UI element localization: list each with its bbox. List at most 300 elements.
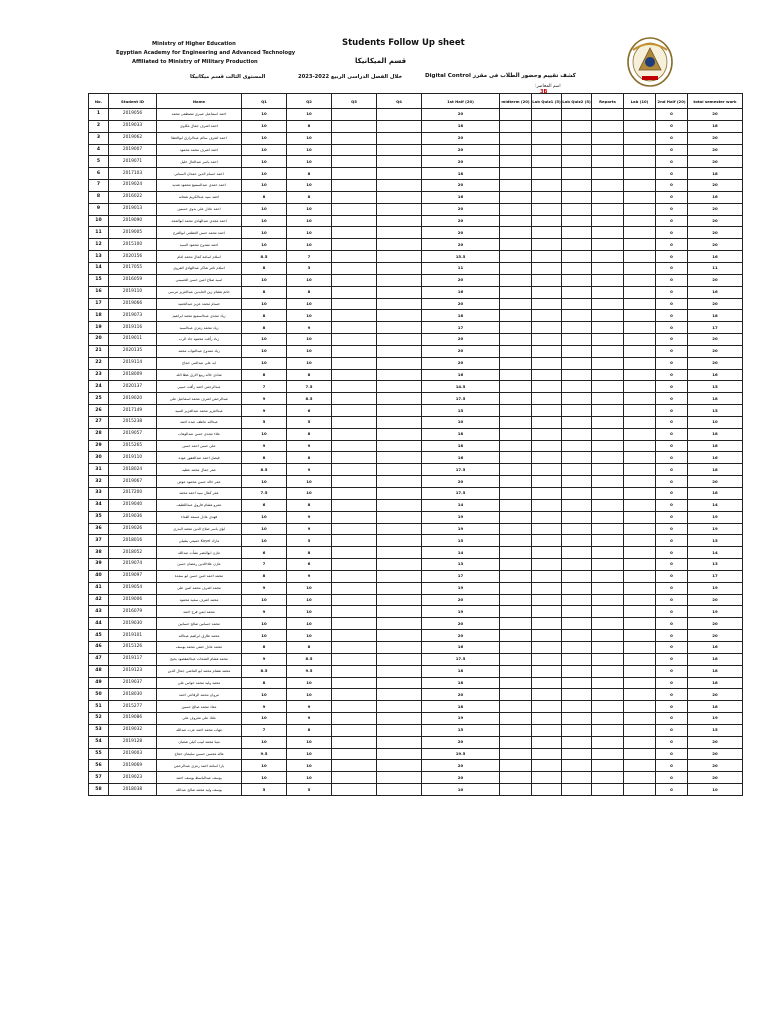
table-cell <box>562 594 592 606</box>
column-header: Q1 <box>242 94 287 109</box>
table-cell <box>332 582 377 594</box>
table-cell: 11 <box>688 262 743 274</box>
table-cell <box>500 191 532 203</box>
table-cell: 8 <box>242 191 287 203</box>
table-cell: 2019056 <box>109 109 157 121</box>
table-cell: 10 <box>242 428 287 440</box>
table-cell: 20 <box>688 227 743 239</box>
table-cell <box>500 440 532 452</box>
table-cell <box>592 582 624 594</box>
table-cell: 8 <box>242 677 287 689</box>
table-cell: 2020156 <box>109 251 157 263</box>
table-cell: 0 <box>656 689 688 701</box>
table-cell <box>332 677 377 689</box>
table-cell <box>592 215 624 227</box>
table-row <box>89 381 743 393</box>
table-cell: 3 <box>287 262 332 274</box>
table-row <box>89 559 743 571</box>
table-cell <box>332 547 377 559</box>
table-cell <box>532 488 562 500</box>
table-row <box>89 156 743 168</box>
table-cell <box>592 452 624 464</box>
table-cell <box>377 606 422 618</box>
table-cell <box>532 239 562 251</box>
table-cell: 8 <box>242 452 287 464</box>
table-cell <box>377 109 422 121</box>
table-cell <box>532 215 562 227</box>
table-cell <box>624 109 656 121</box>
table-row <box>89 594 743 606</box>
table-cell: 19 <box>422 582 500 594</box>
table-cell: هاله محسن حسين سليمان حجاج <box>157 748 242 760</box>
table-cell <box>624 203 656 215</box>
table-cell: 18 <box>422 310 500 322</box>
table-row <box>89 191 743 203</box>
table-cell <box>532 334 562 346</box>
table-cell <box>332 393 377 405</box>
table-cell: 20 <box>688 156 743 168</box>
table-cell <box>377 535 422 547</box>
table-cell <box>532 345 562 357</box>
table-row <box>89 547 743 559</box>
table-cell: 18 <box>688 440 743 452</box>
table-cell: 3 <box>89 132 109 144</box>
column-header: total semester work <box>688 94 743 109</box>
table-cell: اسلام اسامة كمال محمد امام <box>157 251 242 263</box>
table-cell: 17 <box>422 322 500 334</box>
table-cell <box>592 168 624 180</box>
table-cell: 18 <box>688 677 743 689</box>
table-cell: 18 <box>688 488 743 500</box>
table-cell: 15 <box>422 405 500 417</box>
table-cell <box>332 476 377 488</box>
table-cell: 18 <box>688 120 743 132</box>
table-cell: 2019007 <box>109 144 157 156</box>
table-cell: 8 <box>242 262 287 274</box>
table-cell: محمد احمد امين حسن ابو سعدة <box>157 570 242 582</box>
table-cell: 48 <box>89 665 109 677</box>
table-cell <box>532 784 562 796</box>
table-cell <box>624 168 656 180</box>
table-cell <box>377 677 422 689</box>
table-cell <box>332 452 377 464</box>
table-cell: 5 <box>89 156 109 168</box>
table-cell: 0 <box>656 298 688 310</box>
table-cell: 0 <box>656 156 688 168</box>
table-cell <box>532 132 562 144</box>
table-cell <box>562 677 592 689</box>
table-cell <box>562 440 592 452</box>
table-cell: 46 <box>89 641 109 653</box>
table-cell <box>532 547 562 559</box>
table-cell <box>624 724 656 736</box>
table-cell: 0 <box>656 203 688 215</box>
table-cell <box>624 274 656 286</box>
table-cell: 7 <box>242 724 287 736</box>
table-cell: 2019037 <box>109 677 157 689</box>
table-cell <box>377 120 422 132</box>
table-cell <box>532 559 562 571</box>
table-cell: فهدي عادل مسعد الفداء <box>157 511 242 523</box>
table-cell <box>592 156 624 168</box>
table-cell: 18 <box>422 701 500 713</box>
table-cell <box>592 203 624 215</box>
table-cell <box>500 132 532 144</box>
table-cell: 0 <box>656 393 688 405</box>
table-cell <box>562 274 592 286</box>
table-cell: 5 <box>287 784 332 796</box>
table-cell <box>592 405 624 417</box>
table-cell <box>532 298 562 310</box>
table-cell: 5 <box>287 416 332 428</box>
table-cell <box>562 582 592 594</box>
table-cell <box>562 713 592 725</box>
table-cell: 8.5 <box>242 464 287 476</box>
table-cell: 10 <box>242 120 287 132</box>
table-cell <box>592 322 624 334</box>
table-cell: 55 <box>89 748 109 760</box>
table-cell <box>532 203 562 215</box>
table-cell <box>532 618 562 630</box>
table-cell <box>592 547 624 559</box>
table-cell: يوسف عبدالباسط يوسف احمد <box>157 772 242 784</box>
table-cell <box>500 748 532 760</box>
table-cell <box>500 701 532 713</box>
table-row <box>89 428 743 440</box>
table-row <box>89 606 743 618</box>
table-cell: 0 <box>656 180 688 192</box>
table-cell: 1 <box>89 109 109 121</box>
table-cell <box>562 736 592 748</box>
table-cell <box>624 251 656 263</box>
table-cell <box>377 511 422 523</box>
table-cell: 0 <box>656 570 688 582</box>
table-row <box>89 180 743 192</box>
table-cell <box>592 701 624 713</box>
table-cell: 2018016 <box>109 535 157 547</box>
table-cell <box>624 653 656 665</box>
table-cell <box>500 109 532 121</box>
table-cell <box>532 523 562 535</box>
table-cell: 10 <box>287 239 332 251</box>
table-cell: 0 <box>656 736 688 748</box>
table-cell <box>332 559 377 571</box>
table-cell <box>532 144 562 156</box>
table-cell: 19 <box>422 523 500 535</box>
table-cell <box>500 428 532 440</box>
table-cell: 8.5 <box>242 665 287 677</box>
table-cell <box>624 405 656 417</box>
table-cell <box>532 499 562 511</box>
table-cell <box>562 428 592 440</box>
table-cell: 0 <box>656 286 688 298</box>
table-cell: 10 <box>242 215 287 227</box>
table-cell <box>532 606 562 618</box>
table-cell: 20 <box>688 109 743 121</box>
table-cell: 10 <box>242 156 287 168</box>
table-cell: 2018038 <box>109 784 157 796</box>
table-cell <box>624 345 656 357</box>
table-cell: عمرو هشام فاروق عبداللطيف <box>157 499 242 511</box>
table-row <box>89 274 743 286</box>
table-cell <box>332 724 377 736</box>
table-row <box>89 488 743 500</box>
table-cell <box>500 488 532 500</box>
table-cell <box>377 689 422 701</box>
table-cell: 9 <box>89 203 109 215</box>
table-cell <box>592 724 624 736</box>
table-cell <box>562 310 592 322</box>
table-cell <box>377 440 422 452</box>
table-cell <box>624 665 656 677</box>
table-cell <box>377 381 422 393</box>
table-cell <box>332 381 377 393</box>
table-cell <box>624 641 656 653</box>
table-cell: 2019074 <box>109 559 157 571</box>
table-cell <box>332 713 377 725</box>
table-row <box>89 452 743 464</box>
table-cell: 9 <box>242 653 287 665</box>
table-cell <box>592 665 624 677</box>
table-header-row <box>89 94 743 109</box>
table-cell <box>624 310 656 322</box>
table-cell: 15 <box>422 724 500 736</box>
table-cell: 10 <box>242 168 287 180</box>
table-cell <box>377 630 422 642</box>
table-cell <box>377 239 422 251</box>
table-cell: 9 <box>242 440 287 452</box>
table-cell <box>592 606 624 618</box>
table-cell <box>624 606 656 618</box>
table-cell <box>562 784 592 796</box>
table-cell: 2015277 <box>109 701 157 713</box>
table-cell: 0 <box>656 274 688 286</box>
table-cell <box>532 262 562 274</box>
table-cell: 10 <box>287 594 332 606</box>
table-cell: 49 <box>89 677 109 689</box>
table-row <box>89 120 743 132</box>
table-cell <box>332 180 377 192</box>
table-cell: 9 <box>287 570 332 582</box>
table-cell <box>500 641 532 653</box>
table-cell <box>562 168 592 180</box>
table-cell <box>562 559 592 571</box>
table-cell: 10 <box>287 132 332 144</box>
table-cell <box>624 523 656 535</box>
table-row <box>89 653 743 665</box>
table-cell <box>500 322 532 334</box>
table-cell <box>562 334 592 346</box>
table-cell <box>562 262 592 274</box>
table-cell: 17.5 <box>422 653 500 665</box>
table-cell: 2017103 <box>109 168 157 180</box>
table-cell <box>332 428 377 440</box>
department-name: قسم الميكانيكا <box>355 57 407 65</box>
table-cell <box>592 488 624 500</box>
table-cell: 10 <box>242 203 287 215</box>
table-cell <box>562 109 592 121</box>
table-cell: 2018030 <box>109 689 157 701</box>
table-cell <box>500 677 532 689</box>
table-row <box>89 298 743 310</box>
table-cell <box>332 191 377 203</box>
table-cell: 6 <box>242 547 287 559</box>
table-cell: 10 <box>89 215 109 227</box>
table-cell: 0 <box>656 191 688 203</box>
table-row <box>89 251 743 263</box>
table-cell: 0 <box>656 132 688 144</box>
table-cell <box>332 334 377 346</box>
table-cell: 18 <box>688 464 743 476</box>
table-cell: 20 <box>422 203 500 215</box>
table-cell: 10 <box>287 109 332 121</box>
institution-line-3: Affiliated to Ministry of Military Production <box>132 59 258 65</box>
table-cell <box>500 227 532 239</box>
table-cell: 10 <box>287 582 332 594</box>
table-row <box>89 369 743 381</box>
table-cell: 20 <box>422 618 500 630</box>
table-cell: 18 <box>422 440 500 452</box>
table-cell: 2018052 <box>109 547 157 559</box>
table-cell: 27 <box>89 416 109 428</box>
table-cell: 10 <box>287 618 332 630</box>
table-cell: 17.5 <box>422 393 500 405</box>
table-row <box>89 784 743 796</box>
table-cell: 8 <box>287 547 332 559</box>
table-cell <box>624 618 656 630</box>
table-cell <box>532 641 562 653</box>
table-cell <box>592 180 624 192</box>
table-cell <box>532 322 562 334</box>
table-cell <box>624 132 656 144</box>
table-cell: 39 <box>89 559 109 571</box>
table-cell: 20 <box>688 760 743 772</box>
table-cell: مينا محمد لبيب كيلي شعبان <box>157 736 242 748</box>
table-cell: 0 <box>656 701 688 713</box>
table-cell: حسام محمد عزيز عبدالحميد <box>157 298 242 310</box>
table-cell <box>624 476 656 488</box>
table-cell <box>500 499 532 511</box>
table-cell: 8.5 <box>242 251 287 263</box>
table-cell <box>377 582 422 594</box>
table-cell: 20 <box>688 334 743 346</box>
table-cell <box>532 677 562 689</box>
table-cell: 9 <box>287 464 332 476</box>
table-cell: 16 <box>89 286 109 298</box>
table-cell <box>500 416 532 428</box>
table-cell <box>624 748 656 760</box>
table-cell: 2019036 <box>109 511 157 523</box>
table-cell <box>332 251 377 263</box>
table-cell <box>562 523 592 535</box>
table-cell: 19 <box>422 511 500 523</box>
table-cell <box>500 559 532 571</box>
table-cell: 10 <box>287 274 332 286</box>
table-cell: 18 <box>422 677 500 689</box>
table-cell: 2018024 <box>109 464 157 476</box>
table-cell <box>500 274 532 286</box>
table-cell <box>532 156 562 168</box>
table-cell: 10 <box>242 109 287 121</box>
table-cell: 0 <box>656 120 688 132</box>
table-cell: 2019054 <box>109 582 157 594</box>
table-cell <box>532 357 562 369</box>
table-row <box>89 464 743 476</box>
table-cell: 0 <box>656 760 688 772</box>
table-cell: 16 <box>688 369 743 381</box>
table-cell <box>592 416 624 428</box>
table-cell: 0 <box>656 215 688 227</box>
table-cell <box>562 132 592 144</box>
column-header: Q4 <box>377 94 422 109</box>
table-row <box>89 109 743 121</box>
table-cell <box>532 582 562 594</box>
table-cell <box>532 653 562 665</box>
table-cell: 17.5 <box>422 488 500 500</box>
table-cell: 14 <box>688 499 743 511</box>
table-cell: محمد حسانين صالح حسانين <box>157 618 242 630</box>
table-cell <box>624 594 656 606</box>
table-cell: 10 <box>688 784 743 796</box>
table-cell <box>532 736 562 748</box>
table-cell: 0 <box>656 239 688 251</box>
table-cell: 18 <box>422 168 500 180</box>
table-cell <box>562 227 592 239</box>
table-cell: 16 <box>688 251 743 263</box>
table-cell <box>624 582 656 594</box>
table-cell <box>377 724 422 736</box>
table-cell <box>624 547 656 559</box>
table-cell: 0 <box>656 665 688 677</box>
table-cell <box>532 724 562 736</box>
table-cell: 8 <box>242 310 287 322</box>
table-cell <box>332 322 377 334</box>
table-cell <box>592 334 624 346</box>
table-body <box>89 109 743 796</box>
table-cell: 2017149 <box>109 405 157 417</box>
table-cell <box>377 464 422 476</box>
table-row <box>89 582 743 594</box>
table-cell: 0 <box>656 641 688 653</box>
table-cell <box>532 191 562 203</box>
table-row <box>89 227 743 239</box>
table-cell <box>332 641 377 653</box>
column-header: midterm (20) <box>500 94 532 109</box>
table-cell: 10 <box>287 476 332 488</box>
table-cell: 10 <box>242 357 287 369</box>
table-cell <box>532 476 562 488</box>
table-cell: احمد اسماعيل صبري مصطفى محمد <box>157 109 242 121</box>
table-cell: 31 <box>89 464 109 476</box>
table-cell <box>500 405 532 417</box>
table-cell <box>562 405 592 417</box>
table-cell: 54 <box>89 736 109 748</box>
table-cell: 20 <box>688 132 743 144</box>
table-cell: 0 <box>656 345 688 357</box>
institution-line-2: Egyptian Academy for Engineering and Advanced Technology <box>116 50 296 56</box>
table-cell <box>377 322 422 334</box>
table-cell: محمد عادل حنفي محمد يوسف <box>157 641 242 653</box>
table-cell: 20 <box>688 180 743 192</box>
table-cell: 2019057 <box>109 428 157 440</box>
table-cell: 7 <box>89 180 109 192</box>
table-cell <box>500 168 532 180</box>
table-cell <box>624 381 656 393</box>
table-cell <box>592 618 624 630</box>
table-cell <box>624 239 656 251</box>
table-cell: محمد ايمن فرج احمد <box>157 606 242 618</box>
table-cell: زياد محمد رمزي عبدالسيد <box>157 322 242 334</box>
